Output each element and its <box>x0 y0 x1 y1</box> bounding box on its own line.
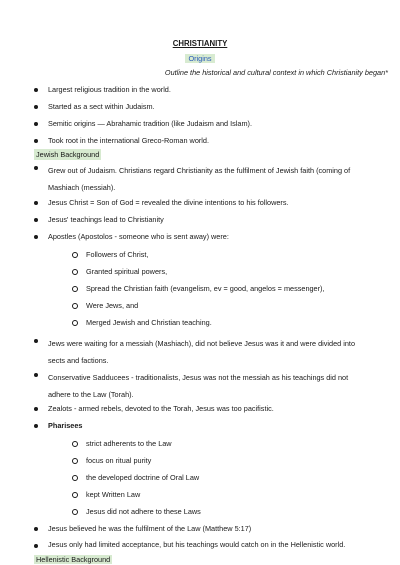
sub-list-item: strict adherents to the Law <box>86 438 376 449</box>
essay-prompt: Outline the historical and cultural context in which Christianity began* <box>164 68 388 77</box>
sub-list-item: the developed doctrine of Oral Law <box>86 472 376 483</box>
list-item: Apostles (Apostolos - someone who is sent away) were: <box>48 231 370 242</box>
sub-list-item: kept Written Law <box>86 489 376 500</box>
sub-list-item: Jesus did not adhere to these Laws <box>86 506 376 517</box>
list-item: Jesus' teachings lead to Christianity <box>48 214 370 225</box>
list-item: Jesus only had limited acceptance, but his teachings would catch on in the Hellenistic world. <box>48 540 370 549</box>
sub-list-item: Merged Jewish and Christian teaching. <box>86 317 376 328</box>
list-item: Grew out of Judaism. Christians regard Christianity as the fulfilment of Jewish faith (coming of Mashiach (messiah). <box>48 162 370 196</box>
subtitle-text: Origins <box>185 54 214 63</box>
sub-list-item: focus on ritual purity <box>86 455 376 466</box>
section-heading-jewish: Jewish Background <box>36 150 100 159</box>
list-item: Jesus believed he was the fulfilment of the Law (Matthew 5:17) <box>48 523 370 534</box>
list-item: Took root in the international Greco-Roman world. <box>48 135 370 146</box>
list-item: Jews were waiting for a messiah (Mashiach), did not believe Jesus was it and were divided into sects and factions. <box>48 335 370 369</box>
list-item: Jesus Christ = Son of God = revealed the divine intentions to his followers. <box>48 197 370 208</box>
page-subtitle <box>0 53 400 64</box>
page-title: CHRISTIANITY <box>172 39 228 48</box>
list-item: Zealots - armed rebels, devoted to the Torah, Jesus was too pacifistic. <box>48 403 370 414</box>
section-heading-hellenistic: Hellenistic Background <box>36 555 111 564</box>
sub-list-item: Followers of Christ, <box>86 249 376 260</box>
sub-list-item: Were Jews, and <box>86 300 376 311</box>
list-item: Largest religious tradition in the world. <box>48 84 370 95</box>
list-item-pharisees: Pharisees <box>48 420 370 431</box>
list-item: Started as a sect within Judaism. <box>48 101 370 112</box>
sub-list-item: Spread the Christian faith (evangelism, ev = good, angelos = messenger), <box>86 283 376 294</box>
list-item: Semitic origins — Abrahamic tradition (like Judaism and Islam). <box>48 118 370 129</box>
sub-list-item: Granted spiritual powers, <box>86 266 376 277</box>
list-item: Conservative Sadducees - traditionalists, Jesus was not the messiah as his teachings did not adhere to the Law (Torah). <box>48 369 370 403</box>
